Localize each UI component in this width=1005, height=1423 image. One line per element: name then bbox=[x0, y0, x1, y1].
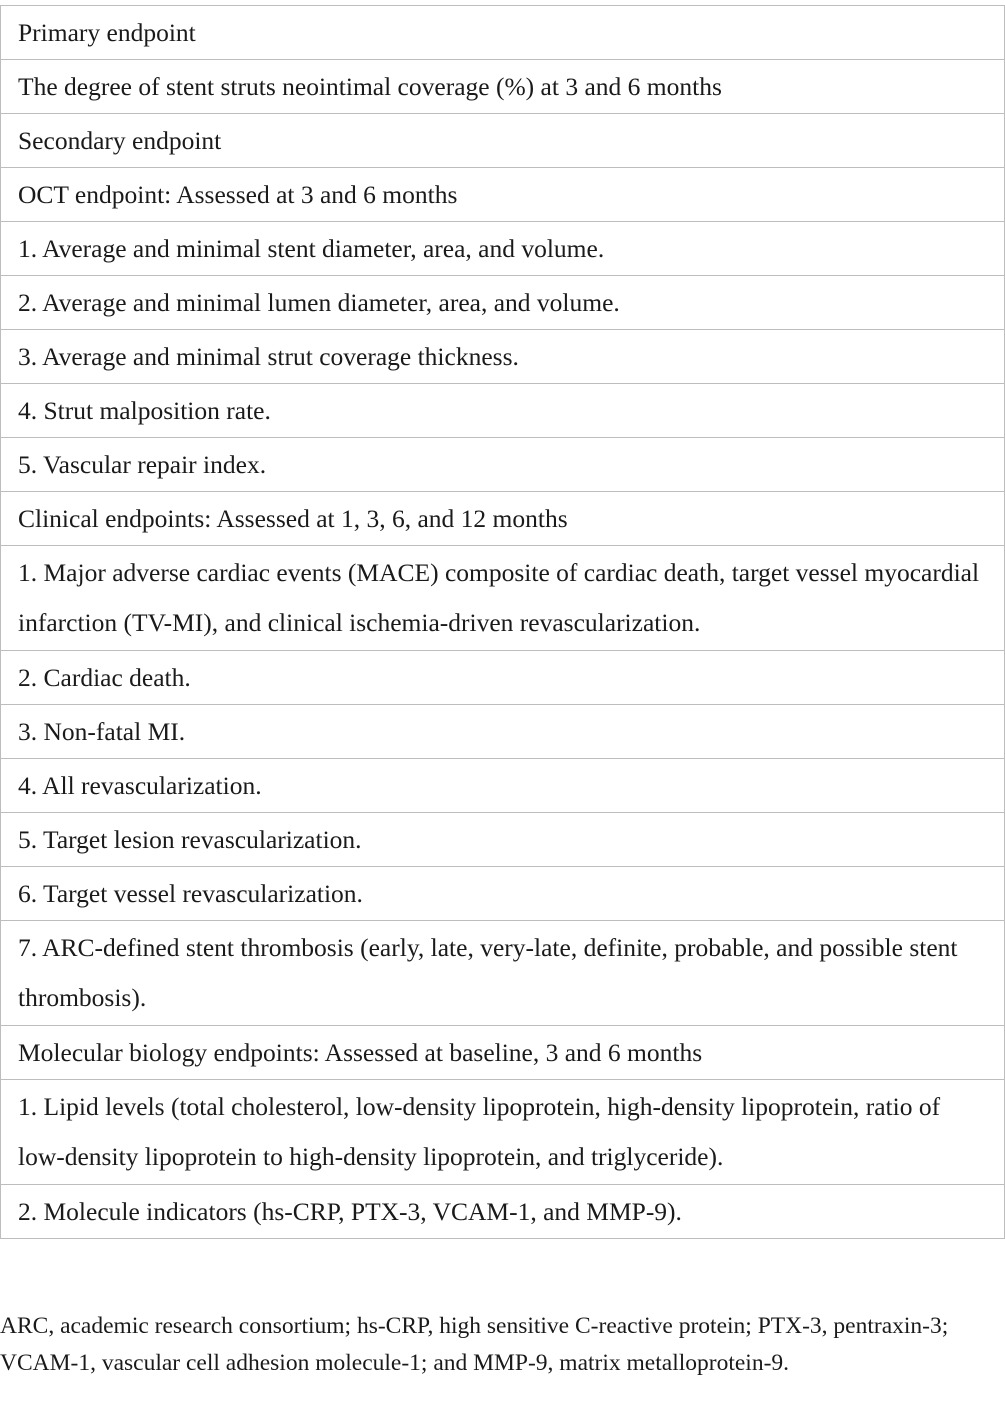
table-row bbox=[1, 168, 1005, 222]
table-cell: 2. Average and minimal lumen diameter, area, and volume. bbox=[1, 276, 1005, 330]
table-cell: 7. ARC-defined stent thrombosis (early, late, very-late, definite, probable, and possible stent thrombosis). bbox=[1, 921, 1005, 1026]
table-cell: Molecular biology endpoints: Assessed at baseline, 3 and 6 months bbox=[1, 1026, 1005, 1080]
table-row bbox=[1, 384, 1005, 438]
table-row bbox=[1, 921, 1005, 1026]
table-cell: 5. Vascular repair index. bbox=[1, 438, 1005, 492]
table-cell: 6. Target vessel revascularization. bbox=[1, 867, 1005, 921]
table-row bbox=[1, 276, 1005, 330]
table-row bbox=[1, 330, 1005, 384]
table-cell: 3. Average and minimal strut coverage thickness. bbox=[1, 330, 1005, 384]
table-row bbox=[1, 438, 1005, 492]
table-row bbox=[1, 1026, 1005, 1080]
table-row bbox=[1, 60, 1005, 114]
table-cell: Primary endpoint bbox=[1, 6, 1005, 60]
table-row bbox=[1, 813, 1005, 867]
table-cell: 3. Non-fatal MI. bbox=[1, 705, 1005, 759]
table-row bbox=[1, 1185, 1005, 1239]
table-cell: The degree of stent struts neointimal coverage (%) at 3 and 6 months bbox=[1, 60, 1005, 114]
table-footnote: ARC, academic research consortium; hs-CRP, high sensitive C-reactive protein; PTX-3, pentraxin-3; VCAM-1, vascular cell adhesion molecule-1; and MMP-9, matrix metalloprotein-9. bbox=[0, 1313, 949, 1376]
table-row bbox=[1, 546, 1005, 651]
table-cell: 1. Major adverse cardiac events (MACE) composite of cardiac death, target vessel myocardial infarction (TV-MI), and clinical ischemia-driven revascularization. bbox=[1, 546, 1005, 651]
table-cell: 1. Average and minimal stent diameter, area, and volume. bbox=[1, 222, 1005, 276]
table-row bbox=[1, 6, 1005, 60]
endpoints-table bbox=[0, 5, 1005, 1239]
table-cell: 2. Cardiac death. bbox=[1, 651, 1005, 705]
table-cell: 4. All revascularization. bbox=[1, 759, 1005, 813]
table-cell: Clinical endpoints: Assessed at 1, 3, 6, and 12 months bbox=[1, 492, 1005, 546]
table-cell: 2. Molecule indicators (hs-CRP, PTX-3, VCAM-1, and MMP-9). bbox=[1, 1185, 1005, 1239]
table-row bbox=[1, 759, 1005, 813]
table-cell: 1. Lipid levels (total cholesterol, low-density lipoprotein, high-density lipoprotein, ratio of low-density lipoprotein to high-density lipoprotein, and triglyceride). bbox=[1, 1080, 1005, 1185]
table-row bbox=[1, 114, 1005, 168]
table-row bbox=[1, 867, 1005, 921]
table-cell: 4. Strut malposition rate. bbox=[1, 384, 1005, 438]
table-row bbox=[1, 651, 1005, 705]
table-cell: OCT endpoint: Assessed at 3 and 6 months bbox=[1, 168, 1005, 222]
table-cell: Secondary endpoint bbox=[1, 114, 1005, 168]
table-row bbox=[1, 492, 1005, 546]
table-row bbox=[1, 1080, 1005, 1185]
table-row bbox=[1, 222, 1005, 276]
table-cell: 5. Target lesion revascularization. bbox=[1, 813, 1005, 867]
table-row bbox=[1, 705, 1005, 759]
